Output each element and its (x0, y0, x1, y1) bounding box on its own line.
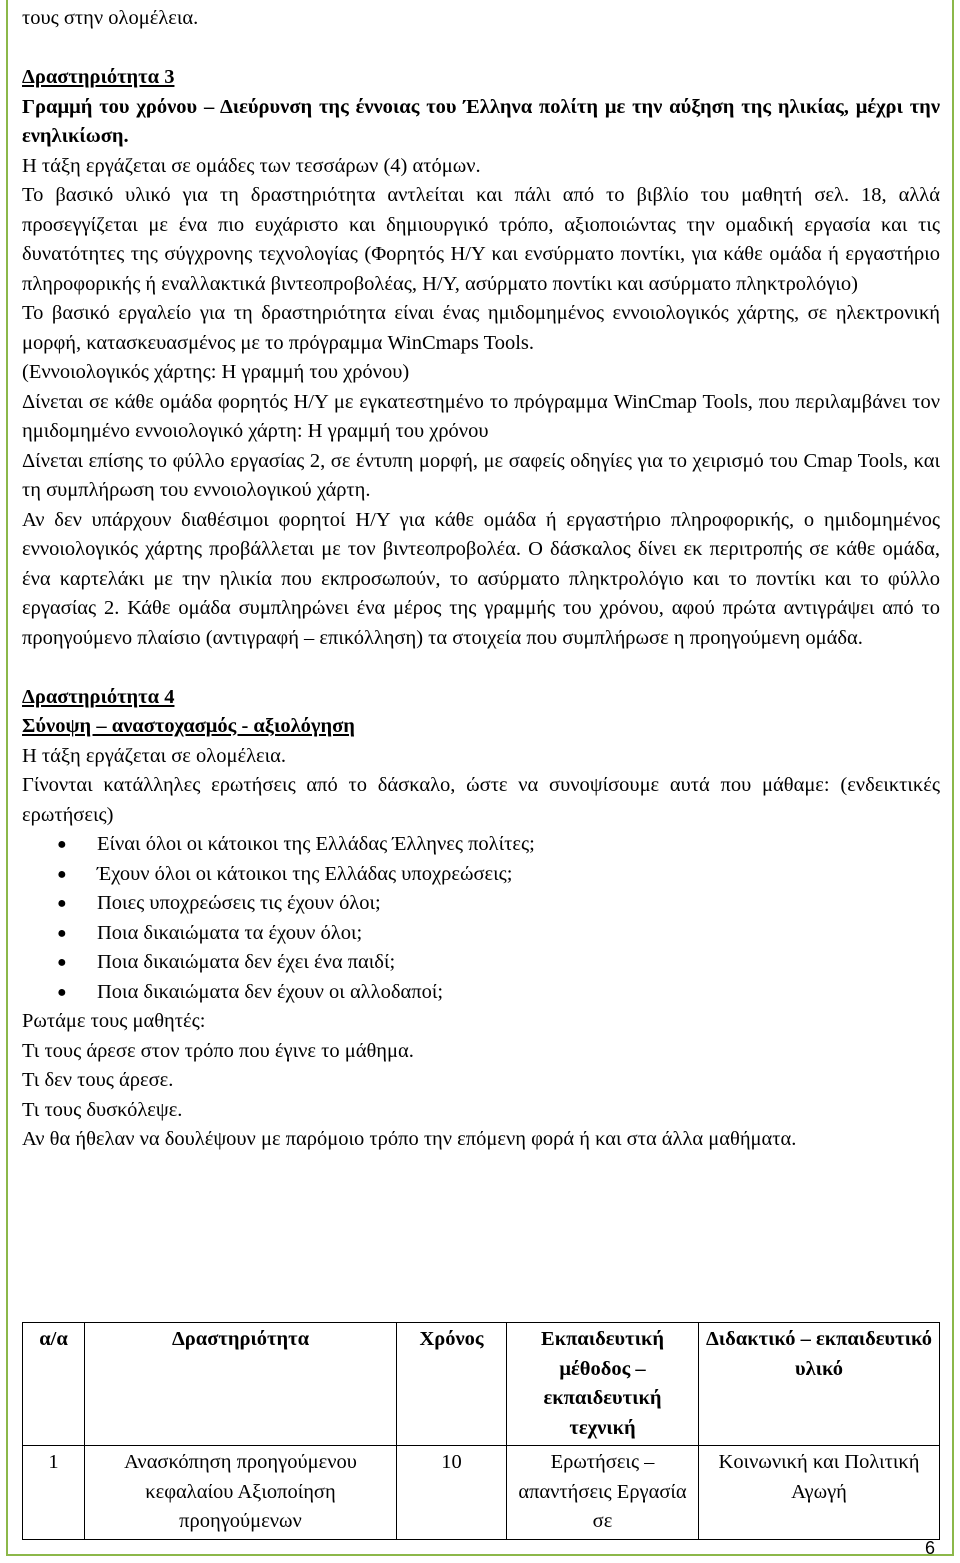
activity3-group-line: Η τάξη εργάζεται σε ομάδες των τεσσάρων (4) ατόμων. (22, 154, 481, 177)
list-item: ● Ποια δικαιώματα τα έχουν όλοι; (22, 919, 940, 949)
activity3-paragraph: Αν δεν υπάρχουν διαθέσιμοι φορητοί Η/Υ για κάθε ομάδα ή εργαστήριο πληροφορικής, ο ημιδομημένος εννοιολογικός χάρτης προβάλλεται με τον βιντεοπροβολέα. Ο δάσκαλος δίνει εκ περιτροπής σε κάθε ομάδα, ένα καρτελάκι με την ηλικία που εκπροσωπούν, το ασύρματο πληκτρολόγιο και το ποντίκι και το φύλλο εργασίας 2. Κάθε ομάδα συμπληρώνει ένα μέρος της γραμμής του χρόνου, αφού πρώτα αντιγράψει από το προηγούμενο πλαίσιο (αντιγραφή – επικόλληση) τα στοιχεία που συμπλήρωσε η προηγούμενη ομάδα. (22, 508, 940, 649)
column-header: Χρόνος (397, 1323, 507, 1446)
question-list (22, 830, 940, 1007)
list-item: ● Έχουν όλοι οι κάτοικοι της Ελλάδας υποχρεώσεις; (22, 860, 940, 890)
column-header: Δραστηριότητα (85, 1323, 397, 1446)
table-row (23, 1446, 940, 1540)
bullet-icon: ● (57, 954, 67, 971)
column-header: Εκπαιδευτική μέθοδος – εκπαιδευτική τεχνική (507, 1323, 699, 1446)
table-cell: Ερωτήσεις – απαντήσεις Εργασία σε (507, 1446, 699, 1540)
table-cell: 1 (23, 1446, 85, 1540)
activity3-paragraph: Δίνεται επίσης το φύλλο εργασίας 2, σε έντυπη μορφή, με σαφείς οδηγίες για το χειρισμό του Cmap Tools, και τη συμπλήρωση του εννοιολογικού χάρτη. (22, 449, 940, 501)
activity4-title: Σύνοψη – αναστοχασμός - αξιολόγηση (22, 715, 355, 737)
table-cell: 10 (397, 1446, 507, 1540)
activity4-paragraph: Γίνονται κατάλληλες ερωτήσεις από το δάσκαλο, ώστε να συνοψίσουμε αυτά που μάθαμε: (ενδεικτικές ερωτήσεις) (22, 774, 940, 826)
ask-item: Τι τους άρεσε στον τρόπο που έγινε το μάθημα. (22, 1039, 414, 1062)
ask-item: Τι τους δυσκόλεψε. (22, 1098, 183, 1121)
activity3-heading: Δραστηριότητα 3 (22, 66, 175, 88)
list-item: ● Ποια δικαιώματα δεν έχει ένα παιδί; (22, 948, 940, 978)
bullet-icon: ● (57, 924, 67, 942)
activity3-paragraph: Το βασικό εργαλείο για τη δραστηριότητα είναι ένας ημιδομημένος εννοιολογικός χάρτης, σε ηλεκτρονική μορφή, κατασκευασμένος με το πρόγραμμα WinCmaps Tools. (22, 302, 940, 354)
column-header: Διδακτικό – εκπαιδευτικό υλικό (699, 1323, 940, 1446)
table-header-row (23, 1323, 940, 1446)
table-cell: Κοινωνική και Πολιτική Αγωγή (699, 1446, 940, 1540)
activity3-paragraph: (Εννοιολογικός χάρτης: Η γραμμή του χρόνου) (22, 361, 410, 383)
document-body (22, 4, 940, 1155)
activity3-title: Γραμμή του χρόνου – Διεύρυνση της έννοιας του Έλληνα πολίτη με την αύξηση της ηλικίας, μέχρι την ενηλικίωση. (22, 95, 940, 147)
column-header: α/α (23, 1323, 85, 1446)
ask-item: Τι δεν τους άρεσε. (22, 1069, 174, 1091)
intro-line: τους στην ολομέλεια. (22, 7, 199, 29)
activity4-class-line: Η τάξη εργάζεται σε ολομέλεια. (22, 744, 286, 767)
list-item: ● Ποια δικαιώματα δεν έχουν οι αλλοδαποί; (22, 978, 940, 1008)
bullet-icon: ● (57, 895, 67, 912)
activity3-paragraph: Δίνεται σε κάθε ομάδα φορητός Η/Υ με εγκατεστημένο το πρόγραμμα WinCmap Tools, που περιλαμβάνει τον ημιδομημένο εννοιολογικό χάρτη: Η γραμμή του χρόνου (22, 390, 940, 442)
bullet-icon: ● (57, 865, 67, 883)
table-cell: Ανασκόπηση προηγούμενου κεφαλαίου Αξιοποίηση προηγούμενων (85, 1446, 397, 1540)
list-item: ● Ποιες υποχρεώσεις τις έχουν όλοι; (22, 889, 940, 919)
page-number: 6 (925, 1538, 936, 1558)
bullet-icon: ● (57, 983, 67, 1001)
closing-paragraph: Αν θα ήθελαν να δουλέψουν με παρόμοιο τρόπο την επόμενη φορά ή και στα άλλα μαθήματα. (22, 1128, 797, 1150)
bullet-icon: ● (57, 836, 67, 853)
lesson-plan-table (22, 1322, 940, 1540)
activity3-paragraph: Το βασικό υλικό για τη δραστηριότητα αντλείται και πάλι από το βιβλίο του μαθητή σελ. 18, αλλά προσεγγίζεται με ένα πιο ευχάριστο και δημιουργικό τρόπο, αξιοποιώντας την ομαδική εργασία και τις δυνατότητες της σύγχρονης τεχνολογίας (Φορητός Η/Υ και ενσύρματο ποντίκι, για κάθε ομάδα ή εργαστήριο πληροφορικής ή εναλλακτικά βιντεοπροβολέας, Η/Υ, ασύρματο ποντίκι και ασύρματο πληκτρολόγιο) (22, 184, 940, 295)
activity4-heading: Δραστηριότητα 4 (22, 685, 175, 708)
list-item: ● Είναι όλοι οι κάτοικοι της Ελλάδας Έλληνες πολίτες; (22, 830, 940, 860)
ask-line: Ρωτάμε τους μαθητές: (22, 1010, 206, 1032)
